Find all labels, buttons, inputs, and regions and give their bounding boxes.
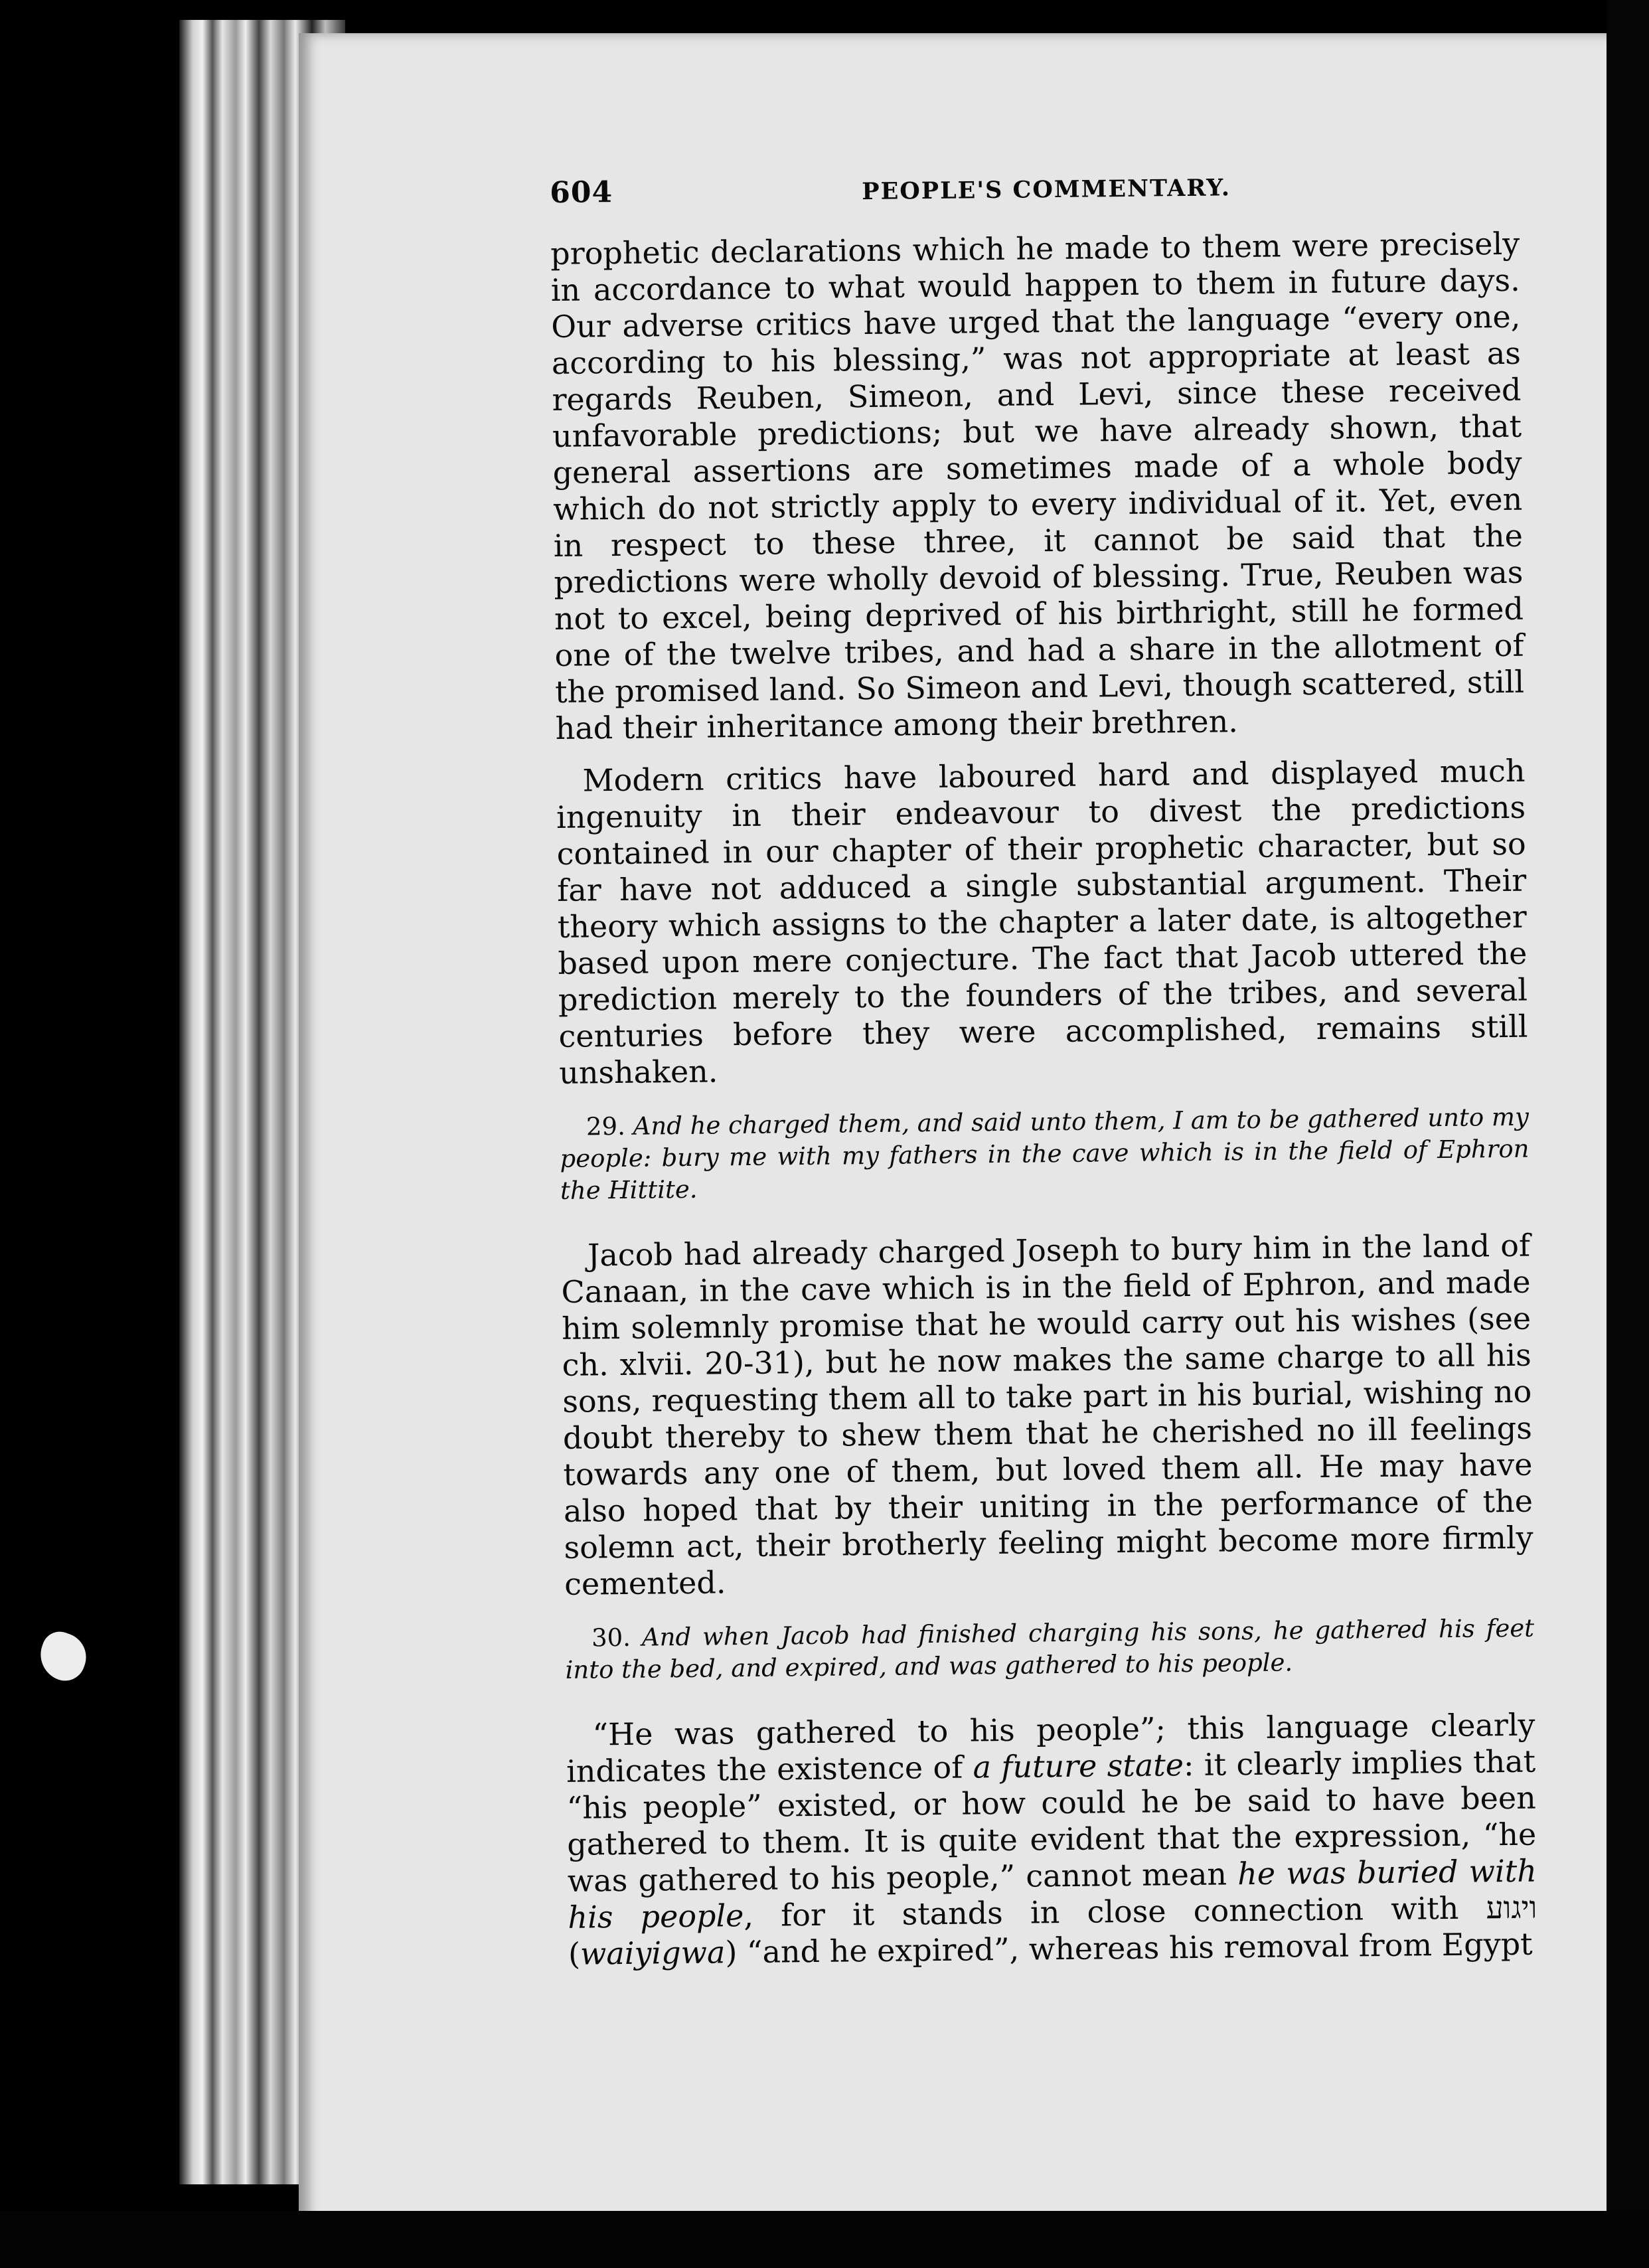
paragraph-verse-30	[566, 1707, 1537, 1973]
verse-29	[560, 1101, 1530, 1207]
paragraph-modern-critics: Modern critics have laboured hard and displayed much ingenuity in their endeavour to divest the predictions contained in our chapter of their prophetic character, but so far have not adduced a single substantial argument. Their theory which assigns to the chapter a later date, is altogether based upon mere conjecture. The fact that Jacob uttered the prediction merely to the founders of the tribes, and several centuries before they were accomplished, remains still unshaken.	[556, 752, 1528, 1091]
text-run: , for it stands in close connection with ויגוע (	[568, 1889, 1537, 1972]
text-run: : it clearly implies that “his people” existed, or how could he be said to have been gathered to them. It is quite evident that the expression, “he was gathered to his people,” cannot mean	[566, 1743, 1537, 1899]
paragraph-continued: prophetic declarations which he made to them were precisely in accordance to what would happen to them in future days. Our adverse critics have urged that the language “every one, according to his blessing,” was not appropriate at least as regards Reuben, Simeon, and Levi, since these received unfavorable predictions; but we have already shown, that general assertions are sometimes made of a whole body which do not strictly apply to every individual of it. Yet, even in respect to these three, it cannot be said that the predictions were wholly devoid of blessing. True, Reuben was not to excel, being deprived of his birthright, still he formed one of the twelve tribes, and had a share in the allotment of the promised land. So Simeon and Levi, though scattered, still had their inheritance among their brethren.	[550, 225, 1525, 746]
verse-text: And when Jacob had finished charging his sons, he gathered his feet into the bed, and expired, and was gathered to his people.	[565, 1613, 1535, 1684]
page-header	[550, 166, 1520, 236]
italic-phrase: he was buried with his people	[568, 1852, 1537, 1935]
paragraph-verse-29: Jacob had already charged Joseph to bury him in the land of Canaan, in the cave which is in the field of Ephron, and made him solemnly promise that he would carry out his wishes (see ch. xlvii. 20-31), but he now makes the same charge to all his sons, requesting them all to take part in his burial, wishing no doubt thereby to shew them that he cherished no ill feelings towards any one of them, but loved them all. He may have also hoped that by their uniting in the performance of the solemn act, their brotherly feeling might become more firmly cemented.	[561, 1227, 1533, 1602]
verse-number: 29.	[586, 1111, 626, 1141]
verse-30	[565, 1613, 1535, 1686]
text-run: ) “and he expired”, whereas his removal from Egypt	[725, 1925, 1533, 1971]
verse-number: 30.	[591, 1623, 631, 1653]
scan-border-bottom	[0, 2211, 1649, 2268]
text-run: “He was gathered to his people”; this language clearly indicates the existence of	[566, 1706, 1535, 1789]
scan-speck	[33, 1627, 93, 1686]
page-number: 604	[550, 175, 613, 210]
page-text	[550, 166, 1537, 1973]
verse-text: And he charged them, and said unto them, I am to be gathered unto my people: bury me with my fathers in the cave which is in the field of Ephron the Hittite.	[560, 1102, 1530, 1205]
italic-phrase: waiyigwa	[580, 1934, 726, 1972]
running-head: PEOPLE'S COMMENTARY.	[862, 174, 1231, 206]
italic-phrase: a future state	[973, 1747, 1184, 1785]
scan-border-right	[1607, 0, 1649, 2268]
